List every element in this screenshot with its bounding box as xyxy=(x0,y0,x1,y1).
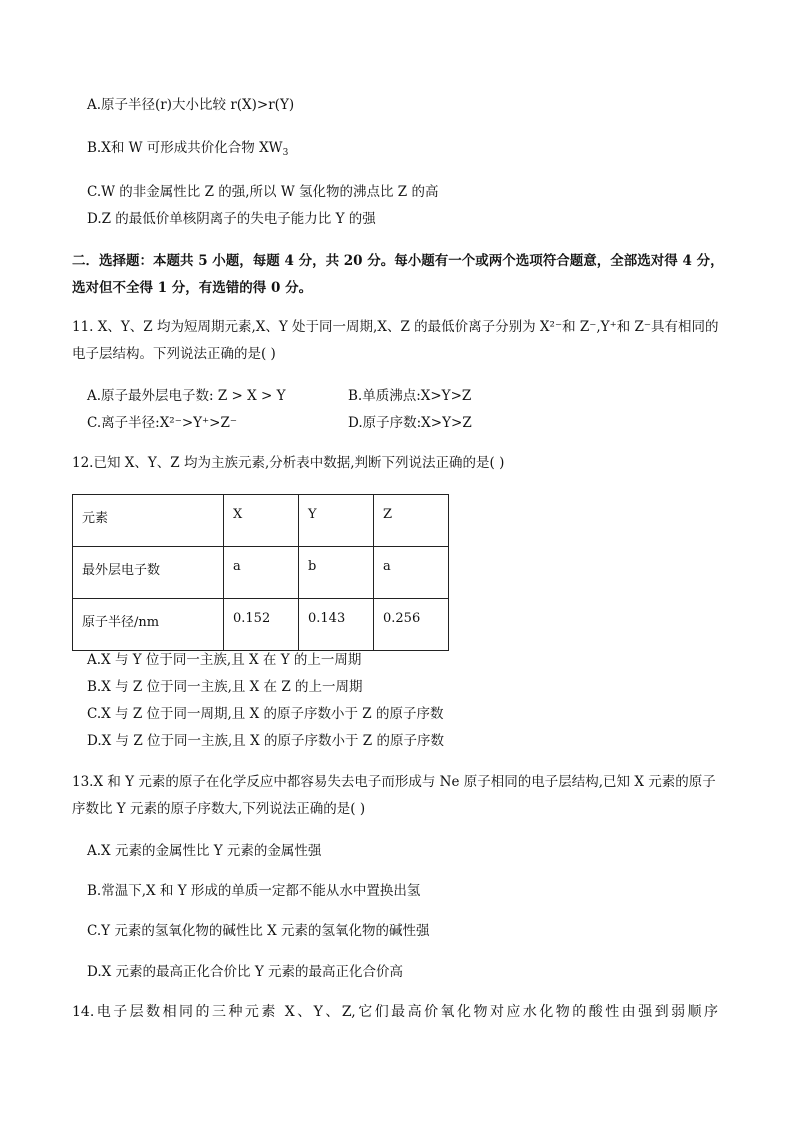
table-cell: a xyxy=(224,547,299,599)
section2-heading-line2: 选对但不全得 1 分，有选错的得 0 分。 xyxy=(72,280,313,296)
q12-option-b: B.X 与 Z 位于同一主族,且 X 在 Z 的上一周期 xyxy=(87,679,363,695)
table-header-row xyxy=(73,495,449,547)
q12-stem: 12.已知 X、Y、Z 均为主族元素,分析表中数据,判断下列说法正确的是( ) xyxy=(72,455,505,471)
q11-option-c: C.离子半径:X²⁻>Y⁺>Z⁻ xyxy=(87,415,238,431)
q13-option-b: B.常温下,X 和 Y 形成的单质一定都不能从水中置换出氢 xyxy=(87,883,421,899)
q14-stem-line1: 14.电子层数相同的三种元素 X、Y、Z,它们最高价氧化物对应水化物的酸性由强到弱顺序 xyxy=(72,1004,718,1020)
table-header-cell: Z xyxy=(374,495,449,547)
q13-option-a: A.X 元素的金属性比 Y 元素的金属性强 xyxy=(87,843,322,859)
table-cell: a xyxy=(374,547,449,599)
table-cell: 0.256 xyxy=(374,599,449,651)
q13-stem-line2: 序数比 Y 元素的原子序数大,下列说法正确的是( ) xyxy=(72,801,366,817)
table-cell: 最外层电子数 xyxy=(73,547,224,599)
q10-option-b-text: B.X和 W 可形成共价化合物 XW xyxy=(87,140,283,156)
element-data-table xyxy=(72,494,449,651)
table-cell: 0.143 xyxy=(299,599,374,651)
table-header-cell: 元素 xyxy=(73,495,224,547)
q10-option-c: C.W 的非金属性比 Z 的强,所以 W 氢化物的沸点比 Z 的高 xyxy=(87,184,439,200)
table-cell: b xyxy=(299,547,374,599)
q12-option-c: C.X 与 Z 位于同一周期,且 X 的原子序数小于 Z 的原子序数 xyxy=(87,706,444,722)
q11-stem-line1: 11. X、Y、Z 均为短周期元素,X、Y 处于同一周期,X、Z 的最低价离子分别为 X²⁻和 Z⁻,Y⁺和 Z⁻具有相同的 xyxy=(72,319,719,335)
q13-option-c: C.Y 元素的氢氧化物的碱性比 X 元素的氢氧化物的碱性强 xyxy=(87,923,430,939)
table-cell: 0.152 xyxy=(224,599,299,651)
q12-option-d: D.X 与 Z 位于同一主族,且 X 的原子序数小于 Z 的原子序数 xyxy=(87,733,444,749)
table-header-cell: Y xyxy=(299,495,374,547)
table-row xyxy=(73,599,449,651)
q11-stem-line2: 电子层结构。下列说法正确的是( ) xyxy=(72,346,276,362)
q10-option-b xyxy=(87,139,288,162)
section2-heading-line1: 二．选择题：本题共 5 小题，每题 4 分，共 20 分。每小题有一个或两个选项符合题意，全部选对得 4 分， xyxy=(72,253,724,269)
q10-option-b-subscript: 3 xyxy=(282,148,289,158)
q10-option-d: D.Z 的最低价单核阴离子的失电子能力比 Y 的强 xyxy=(87,211,376,227)
q11-option-a: A.原子最外层电子数: Z > X > Y xyxy=(87,388,286,404)
q11-option-d: D.原子序数:X>Y>Z xyxy=(348,415,472,431)
q13-option-d: D.X 元素的最高正化合价比 Y 元素的最高正化合价高 xyxy=(87,964,404,980)
table-cell: 原子半径/nm xyxy=(73,599,224,651)
q13-stem-line1: 13.X 和 Y 元素的原子在化学反应中都容易失去电子而形成与 Ne 原子相同的电子层结构,已知 X 元素的原子 xyxy=(72,774,716,790)
table-header-cell: X xyxy=(224,495,299,547)
table-row xyxy=(73,547,449,599)
q12-option-a: A.X 与 Y 位于同一主族,且 X 在 Y 的上一周期 xyxy=(87,652,362,668)
q11-option-b: B.单质沸点:X>Y>Z xyxy=(348,388,472,404)
q10-option-a: A.原子半径(r)大小比较 r(X)>r(Y) xyxy=(87,97,295,113)
